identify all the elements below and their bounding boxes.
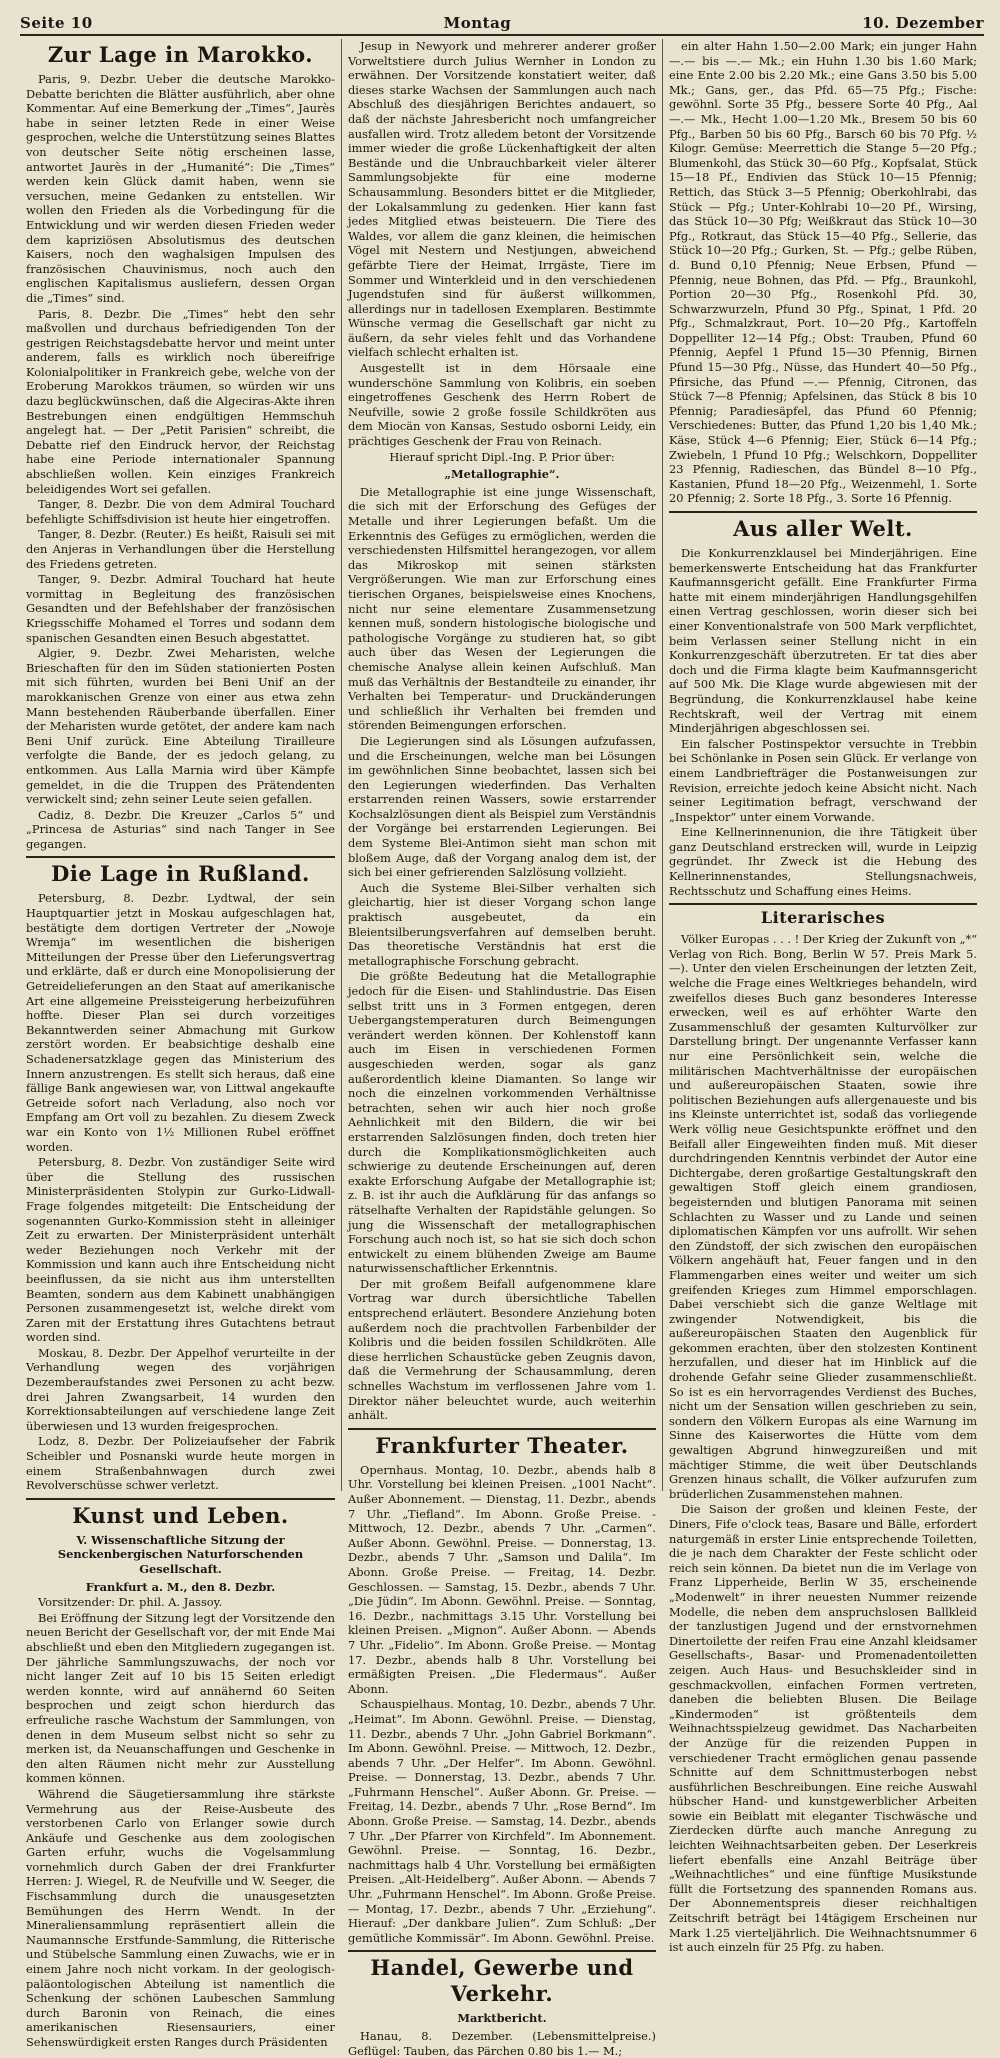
article-paragraph: Schauspielhaus. Montag, 10. Dezbr., abends 7 Uhr. „Heimat“. Im Abonn. Gewöhnl. Preise. — Dienstag, 11. Dezbr., abends 7 Uhr. „John Gabriel Borkmann“. Im Abonn. Gewöhnl. Preise. — Mittwoch, 12. Dezbr., abends 7 Uhr. „Der Helfer“. Im Abonn. Gewöhnl. Preise. — Donnerstag, 13. Dezbr., abends 7 Uhr. „Fuhrmann Henschel“. Außer Abonn. Gr. Preise. — Freitag, 14. Dezbr., abends 7 Uhr. „Rose Bernd“. Im Abonn. Große Preise. — Samstag, 14. Dezbr., abends 7 Uhr. „Der Pfarrer von Kirchfeld“. Im Abonnement. Gewöhnl. Preise. — Sonntag, 16. Dezbr., nachmittags halb 4 Uhr. Vorstellung bei ermäßigten Preisen. „Alt-Heidelberg“. Außer Abonn. — Abends 7 Uhr. „Fuhrmann Henschel“. Im Abonn. Große Preise. — Montag, 17. Dezbr., abends 7 Uhr. „Erziehung“. Hierauf: „Der dankbare Julien“. Zum Schluß: „Der gemütliche Kommissär“. Im Abonn. Gewöhnl. Preise. bbox=[348, 1697, 656, 1945]
article-paragraph: Cadiz, 8. Dezbr. Die Kreuzer „Carlos 5“ und „Princesa de Asturias“ sind nach Tanger in See gegangen. bbox=[26, 807, 335, 851]
lecture-title: „Metallographie“. bbox=[444, 467, 560, 482]
article-paragraph: Die Konkurrenzklausel bei Minderjährigen. Eine bemerkenswerte Entscheidung hat das Frankfurter Kaufmannsgericht gefällt. Eine Frankfurter Firma hatte mit einem minderjährigen Handlungsgehilfen einen Vertrag geschlossen, worin dieser sich bei einer Konventionalstrafe von 500 Mark verpflichtet, beim Verlassen seiner Stellung nicht in ein Konkurrenzgeschäft überzutreten. Er tat dies aber doch und die Firma klagte beim Kaufmannsgericht auf 500 Mk. Die Klage wurde abgewiesen mit der Begründung, die Konkurrenzklausel habe keine Rechtskraft, weil der Vertrag mit einem Minderjährigen abgeschlossen sei. bbox=[669, 546, 977, 736]
article-paragraph: Tanger, 8. Dezbr. (Reuter.) Es heißt, Raisuli sei mit den Anjeras in Verhandlungen über die Herstellung des Friedens getreten. bbox=[26, 527, 335, 571]
article-paragraph: Hanau, 8. Dezember. (Lebensmittelpreise.) Geflügel: Tauben, das Pärchen 0.80 bis 1.— M.; bbox=[348, 2029, 656, 2058]
section-title-kunst: Kunst und Leben. bbox=[72, 1502, 289, 1528]
article-paragraph: Jesup in Newyork und mehrerer anderer großer Vorweltstiere durch Julius Wernher in London zu erwähnen. Der Vorsitzende konstatiert weiter, daß dieses starke Wachsen der Sammlungen auch nach Abschluß des diesjährigen Berichtes andauert, so daß der nächste Jahresbericht noch umfangreicher ausfallen wird. Trotz alledem betont der Vorsitzende immer wieder die große Lückenhaftigkeit der alten Bestände und die Unbrauchbarkeit vieler älterer Sammlungsobjekte für eine moderne Schausammlung. Besonders bittet er die Mitglieder, der Lokalsammlung zu gedenken. Hier kann fast jedes Mitglied etwas beisteuern. Die Tiere des Waldes, vor allem die ganz kleinen, die heimischen Vögel mit Nestern und Nestjungen, abweichend gefärbte Tiere der Heimat, Irrgäste, Tiere im Sommer und Winterkleid und in den verschiedenen Jugendstufen sind für äußerst willkommen, allerdings nur in tadellosen Exemplaren. Bestimmte Wünsche vermag die Gesellschaft gar nicht zu äußern, da sehr vieles fehlt und das Vorhandene vielfach schlecht erhalten ist. bbox=[348, 39, 656, 360]
article-paragraph: Auch die Systeme Blei-Silber verhalten sich gleichartig, hier ist dieser Vorgang schon lange praktisch ausgebeutet, da ein Bleientsilberungsverfahren auf demselben beruht. Das theoretische Verständnis hat erst die metallographische Forschung gebracht. bbox=[348, 880, 656, 968]
issue-date: 10. Dezember bbox=[862, 14, 984, 32]
article-paragraph: Völker Europas . . . ! Der Krieg der Zukunft von „*“ Verlag von Rich. Bong, Berlin W 57. Preis Mark 5.—). Unter den vielen Erscheinungen der letzten Zeit, welche die Frage eines Weltkrieges behandeln, wird zweifellos dieses Buch ganz besonderes Interesse erwecken, weil es auf erhöhter Warte den Zusammenschluß der gesamten Kulturvölker zur Darstellung bringt. Der ungenannte Verfasser kann nur eine Persönlichkeit sein, welche die militärischen Machtverhältnisse der europäischen und außereuropäischen Staaten, sowie ihre politischen Beziehungen aufs allergenaueste und bis ins Kleinste unterrichtet ist, sodaß das vorliegende Werk völlig neue Gesichtspunkte eröffnet und den Beifall aller Eingeweihten finden muß. Mit dieser durchdringenden Kenntnis verbindet der Autor eine Dichtergabe, deren großartige Gestaltungskraft den gewaltigen Stoff gleich einem grandiosen, begeisternden und blutigen Panorama mit seinen Schlachten zu Wasser und zu Lande und seinen diplomatischen Kämpfen vor uns aufrollt. Wir sehen den Zündstoff, der sich zwischen den europäischen Völkern angehäuft hat, Feuer fangen und in den Flammengarben eines weiter und weiter um sich greifenden Krieges zum Himmel emporschlagen. Dabei verschiebt sich die ganze Weltlage mit zwingender Notwendigkeit, bis die außereuropäischen Staaten den Augenblick für gekommen erachten, über den stolzesten Kontinent herzufallen, und dieser hat im Hinblick auf die drohende Gefahr seine Glieder zusammenschließt. So ist es ein hervorragendes Verdienst des Buches, nicht um der Sensation willen geschrieben zu sein, sondern den Völkern Europas als eine Warnung im Sinne des Kaiserwortes die Hütte vom dem gewaltigen Abgrund hinwegzureißen und mit mächtiger Stimme, die weit über Deutschlands Grenzen hinaus schallt, die Völker aufzurufen zum brüderlichen Zusammenstehen mahnen. bbox=[669, 932, 978, 1501]
article-subtitle: V. Wissenschaftliche Sitzung der Senckenbergischen Naturforschenden Gesellschaft. bbox=[57, 1532, 304, 1576]
article-paragraph: Paris, 9. Dezbr. Ueber die deutsche Marokko-Debatte berichten die Blätter ausführlich, aber ohne Kommentar. Auf eine Bemerkung der „Times“, Jaurès habe in seiner letzten Rede in einer Weise gesprochen, welche die Unterstützung seines Blattes von deutscher Seite nötig erscheinen lasse, antwortet Jaurès in der „Humanité“: Die „Times“ werden kein Glück damit haben, wenn sie versuchen, meine Gedanken zu entstellen. Wir wollen den Frieden als die Vorbedingung für die Entwicklung und wir werden diesen Frieden weder dem kapriziösen Absolutismus des deutschen Kaisers, noch den waghalsigen Impulsen des französischen Chauvinismus, noch auch den englischen Kapitalismus ausliefern, dessen Organ die „Times“ sind. bbox=[26, 72, 335, 305]
section-divider bbox=[348, 1950, 656, 1952]
article-paragraph: Der mit großem Beifall aufgenommene klare Vortrag war durch übersichtliche Tabellen entsprechend erläutert. Besondere Anziehung boten außerdem noch die prachtvollen Farbenbilder der Kolibris und die beiden fossilen Schildkröten. Alle diese herrlichen Schaustücke geben Zeugnis davon, daß die Vermehrung der Schausammlung, deren schnelles Wachstum im verflossenen Jahre vom 1. Direktor näher beleuchtet wurde, auch weiterhin anhält. bbox=[348, 1276, 656, 1423]
section-title-marokko: Zur Lage in Marokko. bbox=[47, 42, 314, 67]
section-divider bbox=[348, 1428, 656, 1430]
article-paragraph: Die Legierungen sind als Lösungen aufzufassen, und die Erscheinungen, welche man bei Lösungen im gewöhnlichen Sinne beobachtet, lassen sich bei den Legierungen wiederfinden. Das Verhalten erstarrenden reinen Wassers, sowie erstarrender Kochsalzlösungen dient als Beispiel zum Verständnis der Vorgänge bei erstarrenden Legierungen. Bei dem Systeme Blei-Antimon sieht man schon mit bloßem Auge, daß der Vorgang analog dem ist, der sich bei einer gefrierenden Salzlösung vollzieht. bbox=[348, 733, 656, 880]
article-paragraph: Tanger, 8. Dezbr. Die von dem Admiral Touchard befehligte Schiffsdivision ist heute hier eingetroffen. bbox=[26, 497, 335, 526]
section-divider bbox=[669, 903, 977, 905]
article-paragraph: Algier, 9. Dezbr. Zwei Meharisten, welche Brieschaften für den im Süden stationierten Posten mit sich führten, wurden bei Beni Unif an der marokkanischen Grenze von einer aus etwa zehn Mann bestehenden Räuberbande überfallen. Einer der Meharisten wurde getötet, der andere kam nach Beni Unif zurück. Eine Abteilung Tirailleure verfolgte die Bande, der es jedoch gelang, zu entkommen. Aus Lalla Marnia wird über Kämpfe gemeldet, in die die Truppen des Prätendenten verwickelt sind; zehn seiner Leute seien gefallen. bbox=[26, 646, 335, 807]
article-paragraph: Tanger, 9. Dezbr. Admiral Touchard hat heute vormittag in Begleitung des französischen Gesandten und der Befehlshaber der französischen Kriegsschiffe Mohamed el Torres und sodann dem spanischen Gesandten einen Besuch abgestattet. bbox=[26, 572, 335, 645]
article-paragraph: Eine Kellnerinnenunion, die ihre Tätigkeit über ganz Deutschland erstrecken will, wurde in Leipzig gegründet. Ihr Zweck ist die Hebung des Kellnerinnenstandes, Stellungsnachweis, Rechtsschutz und Schaffung eines Heims. bbox=[669, 825, 977, 898]
article-paragraph: Die größte Bedeutung hat die Metallographie jedoch für die Eisen- und Stahlindustrie. Das Eisen selbst tritt uns in 3 Formen entgegen, deren Uebergangstemperaturen durch Beimengungen verändert werden können. Der Kohlenstoff kann auch im Eisen in verschiedenen Formen ausgeschieden werden, sogar als ganz außerordentlich kleine Diamanten. So lange wir noch die einzelnen vorkommenden Verhältnisse betrachten, sehen wir auch hier noch große Aehnlichkeit mit den Bildern, die wir bei erstarrenden Salzlösungen finden, doch treten hier durch die Komplikationsmöglichkeiten auch schwierige zu deutende Erscheinungen auf, deren exakte Erforschung Aufgabe der Metallographie ist; z. B. ist ihr auch die Aufklärung für das anfangs so rätselhafte Verhalten der Rapidstähle gelungen. So jung die Wissenschaft der metallographischen Forschung auch noch ist, so hat sie sich doch schon entwickelt zu einem blühenden Zweige am Baume naturwissenschaftlicher Erkenntnis. bbox=[348, 969, 656, 1276]
article-paragraph: Bei Eröffnung der Sitzung legt der Vorsitzende den neuen Bericht der Gesellschaft vor, der mit Ende Mai abschließt und eben den Mitgliedern zugegangen ist. Der jährliche Sammlungszuwachs, der noch vor nicht langer Zeit auf 10 bis 15 Seiten erledigt werden konnte, wird auf annähernd 60 Seiten besprochen und zeigt schon hierdurch das erfreuliche rasche Wachstum der Sammlungen, von denen in dem Museum selbst nicht so sehr zu merken ist, da Neuanschaffungen und Geschenke in den alten Räumen nicht mehr zur Ausstellung kommen können. bbox=[26, 1610, 335, 1786]
article-paragraph: Opernhaus. Montag, 10. Dezbr., abends halb 8 Uhr. Vorstellung bei kleinen Preisen. „1001 Nacht“. Außer Abonnement. — Dienstag, 11. Dezbr., abends 7 Uhr. „Tiefland“. Im Abonn. Große Preise. - Mittwoch, 12. Dezbr., abends 7 Uhr. „Carmen“. Außer Abonn. Gewöhnl. Preise. — Donnerstag, 13. Dezbr., abends 7 Uhr. „Samson und Dalila“. Im Abonn. Große Preise. — Freitag, 14. Dezbr. Geschlossen. — Samstag, 15. Dezbr., abends 7 Uhr. „Die Jüdin“. Im Abonn. Gewöhnl. Preise. — Sonntag, 16. Dezbr., nachmittags 3.15 Uhr. Vorstellung bei kleinen Preisen. „Mignon“. Außer Abonn. — Abends 7 Uhr. „Fidelio“. Im Abonn. Große Preise. — Montag 17. Dezbr., abends halb 8 Uhr. Vorstellung bei ermäßigten Preisen. „Die Fledermaus“. Außer Abonn. bbox=[348, 1462, 656, 1696]
article-paragraph: Moskau, 8. Dezbr. Der Appelhof verurteilte in der Verhandlung wegen des vorjährigen Dezemberaufstandes zwei Personen zu acht bezw. drei Jahren Zwangsarbeit, 14 wurden den Korrektionsabteilungen auf verschiedene lange Zeit überwiesen und 13 wurden freigesprochen. bbox=[26, 1345, 335, 1433]
market-report: ein alter Hahn 1.50—2.00 Mark; ein junger Hahn —.— bis —.— Mk.; ein Huhn 1.30 bis 1.60 Mark; eine Ente 2.00 bis 2.20 Mk.; eine Gans 3.50 bis 5.00 Mk.; Gans, ger., das Pfd. 65—75 Pfg.; Fische: gewöhnl. Sorte 35 Pfg., bessere Sorte 40 Pfg., Aal —.— Mk., Hecht 1.00—1.20 Mk., Bresem 50 bis 60 Pfg., Barben 50 bis 60 Pfg., Barsch 60 bis 70 Pfg. ½ Kilogr. Gemüse: Meerrettich die Stange 5—20 Pfg.; Blumenkohl, das Stück 30—60 Pfg., Kopfsalat, Stück 15—18 Pf., Endivien das Stück 10—15 Pfennig; Rettich, das Stück 3—5 Pfennig; Oberkohlrabi, das Stück — Pfg.; Unter-Kohlrabi 10—20 Pf., Wirsing, das Stück 10—30 Pfg; Weißkraut das Stück 10—30 Pfg., Rotkraut, das Stück 15—40 Pfg., Sellerie, das Stück 10—20 Pfg.; Gurken, St. — Pfg.; gelbe Rüben, d. Bund 0,10 Pfennig; Neue Erbsen, Pfund — Pfennig, neue Bohnen, das Pfd. — Pfg., Braunkohl, Portion 20—30 Pfg., Rosenkohl Pfd. 30, Schwarzwurzeln, Pfund 30 Pfg., Spinat, 1 Pfd. 20 Pfg., Schmalzkraut, Port. 10—20 Pfg., Kartoffeln Doppelliter 12—14 Pfg.; Obst: Trauben, Pfund 60 Pfennig, Aepfel 1 Pfund 15—30 Pfennig, Birnen Pfund 15—30 Pfg., Nüsse, das Hundert 40—50 Pfg., Pfirsiche, das Pfund —.— Pfennig, Citronen, das Stück 7—8 Pfennig; Apfelsinen, das Stück 8 bis 10 Pfennig; Paradiesäpfel, das Pfund 60 Pfennig; Verschiedenes: Butter, das Pfund 1,20 bis 1,40 Mk.; Käse, Stück 4—6 Pfennig; Eier, Stück 6—14 Pfg.; Zwiebeln, 1 Pfund 10 Pfg.; Welschkorn, Doppelliter 23 Pfennig, Radieschen, das Bündel 8—10 Pfg., Kastanien, Pfund 18—20 Pfg., Weizenmehl, 1. Sorte 20 Pfennig; 2. Sorte 18 Pfg., 3. Sorte 16 Pfennig. bbox=[669, 39, 977, 506]
section-title-russland: Die Lage in Rußland. bbox=[51, 861, 310, 887]
article-paragraph: Die Metallographie ist eine junge Wissenschaft, die sich mit der Erforschung des Gefüges der Metalle und ihrer Legierungen befaßt. Um die Erkenntnis des Gefüges zu ermöglichen, werden die verschiedensten Hilfsmittel herangezogen, vor allem das Mikroskop mit seinen stärksten Vergrößerungen. Wie man zur Erforschung eines tierischen Organes, beispielsweise eines Knochens, nicht nur seine elementare Zusammensetzung kennen muß, sondern histologische biologische und pathologische Vorgänge zu studieren hat, so gibt auch über das Wesen der Legierungen die chemische Analyse allein keinen Aufschluß. Man muß das Verhältnis der Bestandteile zu einander, ihr Verhalten bei Temperatur- und Druckänderungen und schließlich ihr Verhalten bei fremden und störenden Beimengungen erforschen. bbox=[348, 484, 656, 733]
article-paragraph: Hierauf spricht Dipl.-Ing. P. Prior über: bbox=[389, 449, 615, 464]
article-paragraph: Petersburg, 8. Dezbr. Lydtwal, der sein Hauptquartier jetzt in Moskau aufgeschlagen hat, bestätigte dem dortigen Vertreter der „Nowoje Wremja“ im wesentlichen die bisherigen Mitteilungen der Presse über den Lieferungsvertrag und erklärte, daß er durch eine Monopolisierung der Getreidelieferungen an den Staat auf amerikanische Art eine allgemeine Preissteigerung herbeizuführen hoffte. Dieser Plan sei durch vorzeitiges Bekanntwerden seiner Abmachung mit Gurkow zerstört worden. Er beabsichtige deshalb eine Schadenersatzklage gegen das Ministerium des Innern anzustrengen. Es stellt sich heraus, daß eine fällige Bank angewiesen war, von Littwal angekaufte Getreide sofort nach Verladung, also noch vor Empfang am Ort voll zu bezahlen. Zu diesem Zweck war ein Konto von 1½ Millionen Rubel eröffnet worden. bbox=[26, 891, 335, 1154]
article-paragraph: Ein falscher Postinspektor versuchte in Trebbin bei Schönlanke in Posen sein Glück. Er verlange von einem Landbriefträger die Postanweisungen zur Revision, erreichte jedoch keine Absicht nicht. Nach seiner Legitimation befragt, verschwand der „Inspektor“ unter einem Vorwande. bbox=[669, 736, 977, 824]
newspaper-name: Montag bbox=[443, 14, 512, 32]
page-number: Seite 10 bbox=[20, 14, 93, 32]
article-paragraph: Petersburg, 8. Dezbr. Von zuständiger Seite wird über die Stellung des russischen Ministerpräsidenten Stolypin zur Gurko-Lidwall-Frage folgendes mitgeteilt: Die Entscheidung der sogenannten Gurko-Kommission steht in alleiniger Zeit zu erwarten. Der Ministerpräsident unterhält weder Beziehungen noch Verkehr mit der Kommission und kann auch ihre Entscheidung nicht beeinflussen, da sie nicht aus ihm unterstellten Beamten, sondern aus dem Kabinett unabhängigen Personen zusammengesetzt ist, welche direkt vom Zaren mit der Erstattung ihres Gutachtens betraut worden sind. bbox=[26, 1155, 335, 1345]
column-left bbox=[20, 39, 341, 2049]
section-divider bbox=[669, 511, 977, 513]
section-title-literarisches: Literarisches bbox=[760, 908, 886, 928]
section-divider bbox=[26, 856, 335, 858]
article-paragraph: Lodz, 8. Dezbr. Der Polizeiaufseher der Fabrik Scheibler und Posnanski wurde heute morgen in einem Straßenbahnwagen durch zwei Revolverschüsse schwer verletzt. bbox=[26, 1434, 335, 1493]
article-dateline: Frankfurt a. M., den 8. Dezbr. bbox=[85, 1579, 276, 1594]
page-header bbox=[20, 10, 984, 36]
section-title-handel: Handel, Gewerbe und Verkehr. bbox=[370, 1955, 634, 2007]
section-divider bbox=[26, 1498, 335, 1500]
column-right bbox=[662, 39, 983, 1955]
section-title-theater: Frankfurter Theater. bbox=[375, 1432, 629, 1458]
article-paragraph: Vorsitzender: Dr. phil. A. Jassoy. bbox=[38, 1595, 223, 1610]
article-paragraph: Die Saison der großen und kleinen Feste, der Diners, Fife o'clock teas, Basare und Bälle, erfordert naturgemäß in erster Linie entsprechende Toiletten, die je nach dem Charakter der Feste schlicht oder reich sein können. Da bietet nun die im Verlage von Franz Lipperheide, Berlin W 35, erscheinende „Modenwelt“ in ihrer neuesten Nummer reizende Modelle, die neben dem anspruchslosen Ballkleid der tanzlustigen Jugend und der ernstvornehmen Dinertoilette der reifen Frau eine Anzahl kleidsamer Gesellschafts-, Basar- und Promenadentoiletten zeigen. Auch Haus- und Besuchskleider sind in geschmackvollen, einfachen Formen vertreten, daneben die beliebten Blusen. Die Beilage „Kindermoden“ ist größtenteils dem Weihnachtsspielzeug gewidmet. Das Nacharbeiten der Anzüge für die reizenden Puppen in verschiedener Tracht ermöglichen genau passende Schnitte auf dem Schnittmusterbogen nebst ausführlichen Beschreibungen. Eine reiche Auswahl hübscher Hand- und kunstgewerblicher Arbeiten sowie ein Beiblatt mit eleganter Tischwäsche und Zierdecken dürfte auch manche Anregung zu leichten Weihnachtsarbeiten geben. Der Leserkreis liefert ebenfalls eine Anzahl Beiträge über „Weihnachtliches“ und eine fünftige Musikstunde füllt die Fortsetzung des spannenden Romans aus. Der Abonnementspreis dieser reichhaltigen Zeitschrift beträgt bei 14tägigem Erscheinen nur Mark 1.25 vierteljährlich. Die Weihnachtsnummer 6 ist auch einzeln für 25 Pfg. zu haben. bbox=[669, 1502, 977, 1955]
article-paragraph: Während die Säugetiersammlung ihre stärkste Vermehrung aus der Reise-Ausbeute des verstorbenen Carlo von Erlanger sowie durch Ankäufe und Geschenke aus dem zoologischen Garten erfuhr, wuchs die Vogelsammlung vornehmlich durch Gaben der drei Frankfurter Herren: J. Wiegel, R. de Neufville und W. Seeger, die Fischsammlung durch die unausgesetzten Bemühungen des Herrn Wendt. In der Mineraliensammlung repräsentiert allein die Naumannsche Erstfunde-Sammlung, die Ritterische und Stübelsche Sammlung einen Zuwachs, wie er in einem Jahre noch nicht vorkam. In der geologisch-paläontologischen Abteilung ist namentlich die Schenkung der schönen Laubeschen Sammlung durch Baronin von Reinach, die eines amerikanischen Riesensauriers, einer Sehenswürdigkeit ersten Ranges durch Präsidenten bbox=[26, 1786, 335, 2049]
article-paragraph: Ausgestellt ist in dem Hörsaale eine wunderschöne Sammlung von Kolibris, ein soeben eingetroffenes Geschenk des Herrn Robert de Neufville, sowie 2 große fossile Schildkröten aus dem Miocän von Kansas, Sestudo osborni Leidy, ein prächtiges Geschenk der Frau von Reinach. bbox=[348, 361, 656, 449]
article-subtitle: Marktbericht. bbox=[457, 2011, 547, 2026]
section-title-welt: Aus aller Welt. bbox=[733, 516, 913, 541]
column-middle bbox=[341, 39, 662, 2058]
article-paragraph: Paris, 8. Dezbr. Die „Times“ hebt den sehr maßvollen und durchaus befriedigenden Ton der gestrigen Reichstagsdebatte hervor und meint unter anderem, falls es wirklich noch übereifrige Kolonialpolitiker in Frankreich gebe, welche von der Eroberung Marokkos träumen, so würden wir uns dazu beglückwünschen, daß die Algeciras-Akte ihren Bestrebungen einen endgültigen Hemmschuh angelegt hat. — Der „Petit Parisien“ schreibt, die Debatte rief den Eindruck hervor, der Reichstag habe eine Periode internationaler Spannung abschließen wollen. Kein einziges Frankreich beleidigendes Wort sei gefallen. bbox=[26, 306, 335, 496]
